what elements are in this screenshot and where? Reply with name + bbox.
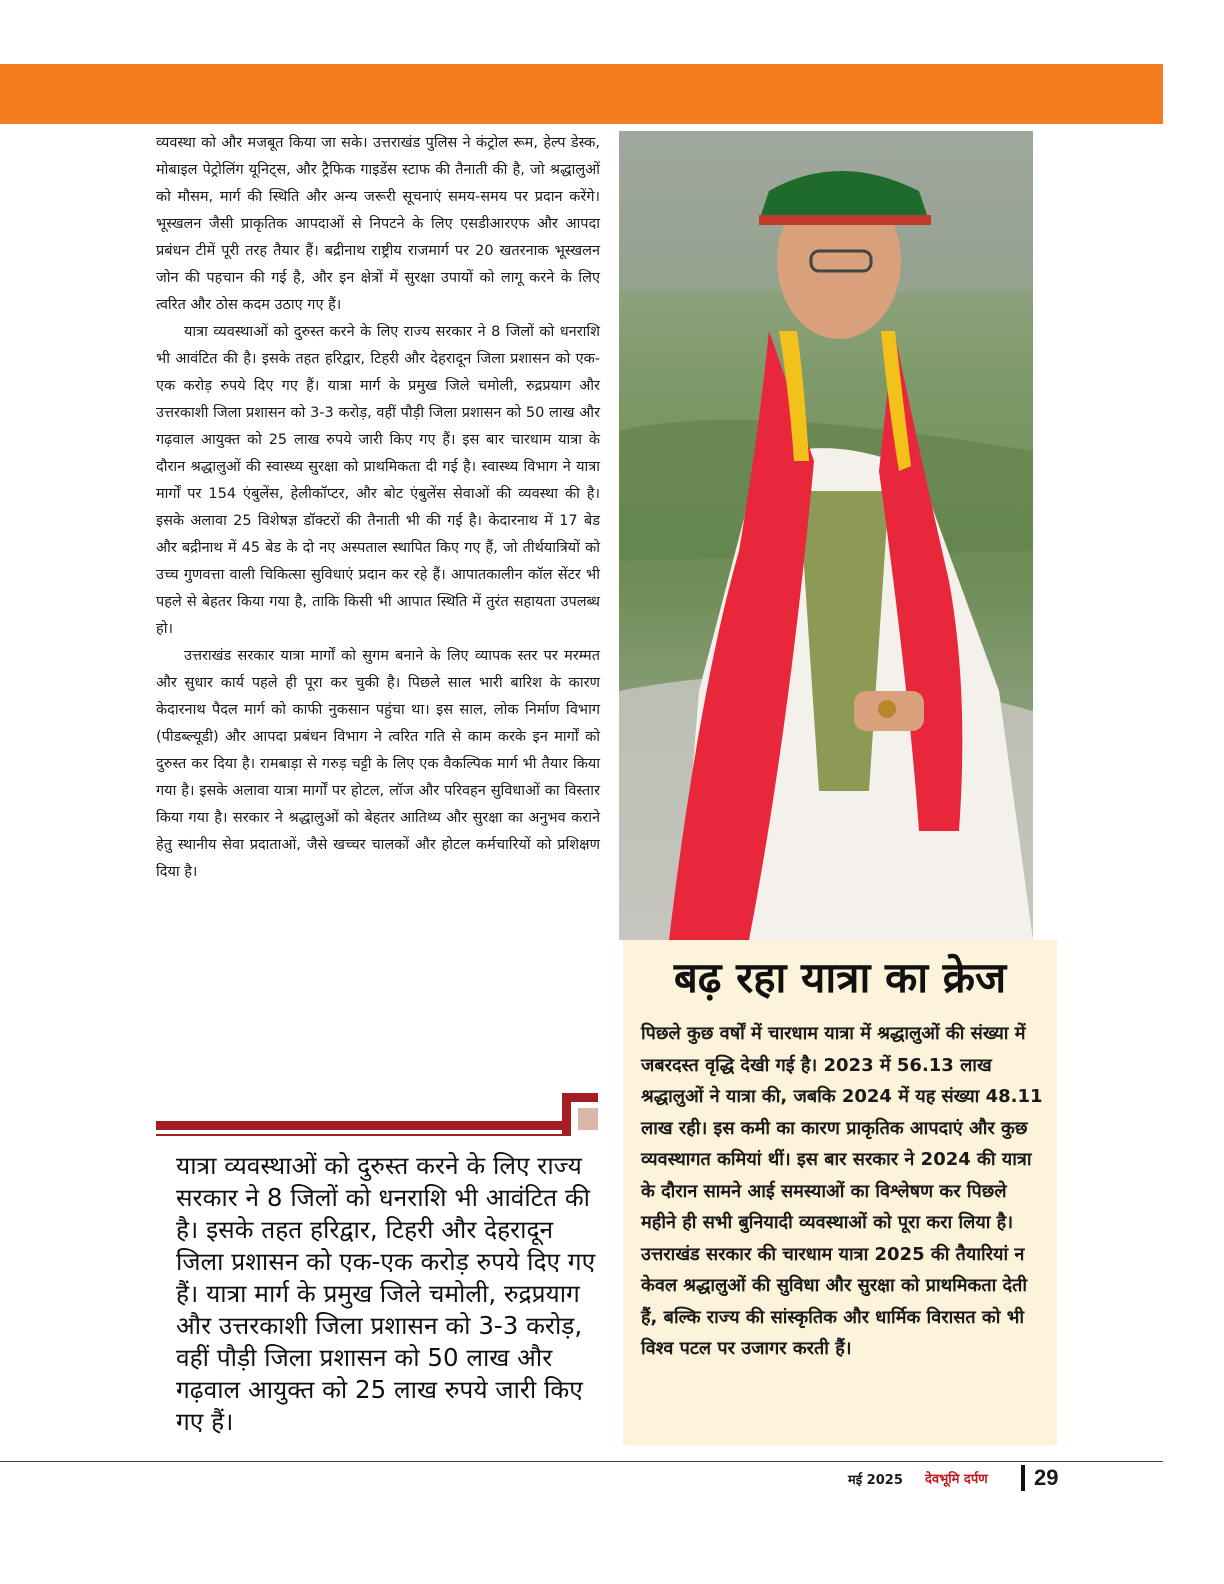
page-number: 29 xyxy=(1034,1465,1059,1490)
article-paragraph-1: व्यवस्था को और मजबूत किया जा सके। उत्तराखंड पुलिस ने कंट्रोल रूम, हेल्प डेस्क, मोबाइल पेट्रोलिंग यूनिट्स, और ट्रैफिक गाइडेंस स्टाफ की तैनाती की है, जो श्रद्धालुओं को मौसम, मार्ग की स्थिति और अन्य जरूरी सूचनाएं समय-समय पर प्रदान करेंगे। भूस्खलन जैसी प्राकृतिक आपदाओं से निपटने के लिए एसडीआरएफ और आपदा प्रबंधन टीमें पूरी तरह तैयार हैं। बद्रीनाथ राष्ट्रीय राजमार्ग पर 20 खतरनाक भूस्खलन जोन की पहचान की गई है, और इन क्षेत्रों में सुरक्षा उपायों को लागू करने के लिए त्वरित और ठोस कदम उठाए गए हैं। xyxy=(156,135,600,313)
sidebar-box xyxy=(623,940,1057,1445)
sidebar-body: पिछले कुछ वर्षों में चारधाम यात्रा में श्रद्धालुओं की संख्या में जबरदस्त वृद्धि देखी गई है। 2023 में 56.13 लाख श्रद्धालुओं ने यात्रा की, जबकि 2024 में यह संख्या 48.11 लाख रही। इस कमी का कारण प्राकृतिक आपदाएं और कुछ व्यवस्थागत कमियां थीं। इस बार सरकार ने 2024 की यात्रा के दौरान सामने आई समस्याओं का विश्लेषण कर पिछले महीने ही सभी बुनियादी व्यवस्थाओं को पूरा करा लिया है। उत्तराखंड सरकार की चारधाम यात्रा 2025 की तैयारियां न केवल श्रद्धालुओं की सुविधा और सुरक्षा को प्राथमिकता देती हैं, बल्कि राज्य की सांस्कृतिक और धार्मिक विरासत को भी विश्व पटल पर उजागर करती हैं। xyxy=(641,1023,1043,1359)
article-paragraph-2: यात्रा व्यवस्थाओं को दुरुस्त करने के लिए राज्य सरकार ने 8 जिलों को धनराशि भी आवंटित की है। इसके तहत हरिद्वार, टिहरी और देहरादून जिला प्रशासन को एक-एक करोड़ रुपये दिए गए हैं। यात्रा मार्ग के प्रमुख जिले चमोली, रुद्रप्रयाग और उत्तरकाशी जिला प्रशासन को 3-3 करोड़, वहीं पौड़ी जिला प्रशासन को 50 लाख और गढ़वाल आयुक्त को 25 लाख रुपये जारी किए गए हैं। इस बार चारधाम यात्रा के दौरान श्रद्धालुओं की स्वास्थ्य सुरक्षा को प्राथमिकता दी गई है। स्वास्थ्य विभाग ने यात्रा मार्गों पर 154 एंबुलेंस, हेलीकॉप्टर, और बोट एंबुलेंस सेवाओं की व्यवस्था की है। इसके अलावा 25 विशेषज्ञ डॉक्टरों की तैनाती भी की गई है। केदारनाथ में 17 बेड और बद्रीनाथ में 45 बेड के दो नए अस्पताल स्थापित किए गए हैं, जो तीर्थयात्रियों को उच्च गुणवत्ता वाली चिकित्सा सुविधाएं प्रदान कर रहे हैं। आपातकालीन कॉल सेंटर भी पहले से बेहतर किया गया है, ताकि किसी भी आपात स्थिति में तुरंत सहायता उपलब्ध हो। xyxy=(156,324,600,637)
header-color-band xyxy=(0,64,1163,124)
footer-divider xyxy=(1021,1465,1025,1491)
article-paragraph-3: उत्तराखंड सरकार यात्रा मार्गों को सुगम बनाने के लिए व्यापक स्तर पर मरम्मत और सुधार कार्य पहले ही पूरा कर चुकी है। पिछले साल भारी बारिश के कारण केदारनाथ पैदल मार्ग को काफी नुकसान पहुंचा था। इस साल, लोक निर्माण विभाग (पीडब्ल्यूडी) और आपदा प्रबंधन विभाग ने त्वरित गति से काम करके इन मार्गों को दुरुस्त कर दिया है। रामबाड़ा से गरुड़ चट्टी के लिए एक वैकल्पिक मार्ग भी तैयार किया गया है। इसके अलावा यात्रा मार्गों पर होटल, लॉज और परिवहन सुविधाओं का विस्तार किया गया है। सरकार ने श्रद्धालुओं को बेहतर आतिथ्य और सुरक्षा का अनुभव कराने हेतु स्थानीय सेवा प्रदाताओं, जैसे खच्चर चालकों और होटल कर्मचारियों को प्रशिक्षण दिया है। xyxy=(156,648,600,880)
pull-quote: यात्रा व्यवस्थाओं को दुरुस्त करने के लिए राज्य सरकार ने 8 जिलों को धनराशि भी आवंटित की है। इसके तहत हरिद्वार, टिहरी और देहरादून जिला प्रशासन को एक-एक करोड़ रुपये दिए गए हैं। यात्रा मार्ग के प्रमुख जिले चमोली, रुद्रप्रयाग और उत्तरकाशी जिला प्रशासन को 3-3 करोड़, वहीं पौड़ी जिला प्रशासन को 50 लाख और गढ़वाल आयुक्त को 25 लाख रुपये जारी किए गए हैं। xyxy=(176,1151,596,1436)
sidebar-title: बढ़ रहा यात्रा का क्रेज xyxy=(673,953,1007,1002)
pull-quote-rule-thin xyxy=(156,1134,571,1136)
pull-quote-corner-fill xyxy=(578,1108,598,1130)
article-body xyxy=(156,130,600,886)
portrait-photo xyxy=(619,131,1033,940)
pull-quote-rule xyxy=(156,1121,571,1130)
footer-issue-date: मई 2025 xyxy=(848,1473,903,1488)
footer-rule xyxy=(0,1461,1163,1462)
footer-magazine-logo: देवभूमि दर्पण xyxy=(925,1472,988,1487)
